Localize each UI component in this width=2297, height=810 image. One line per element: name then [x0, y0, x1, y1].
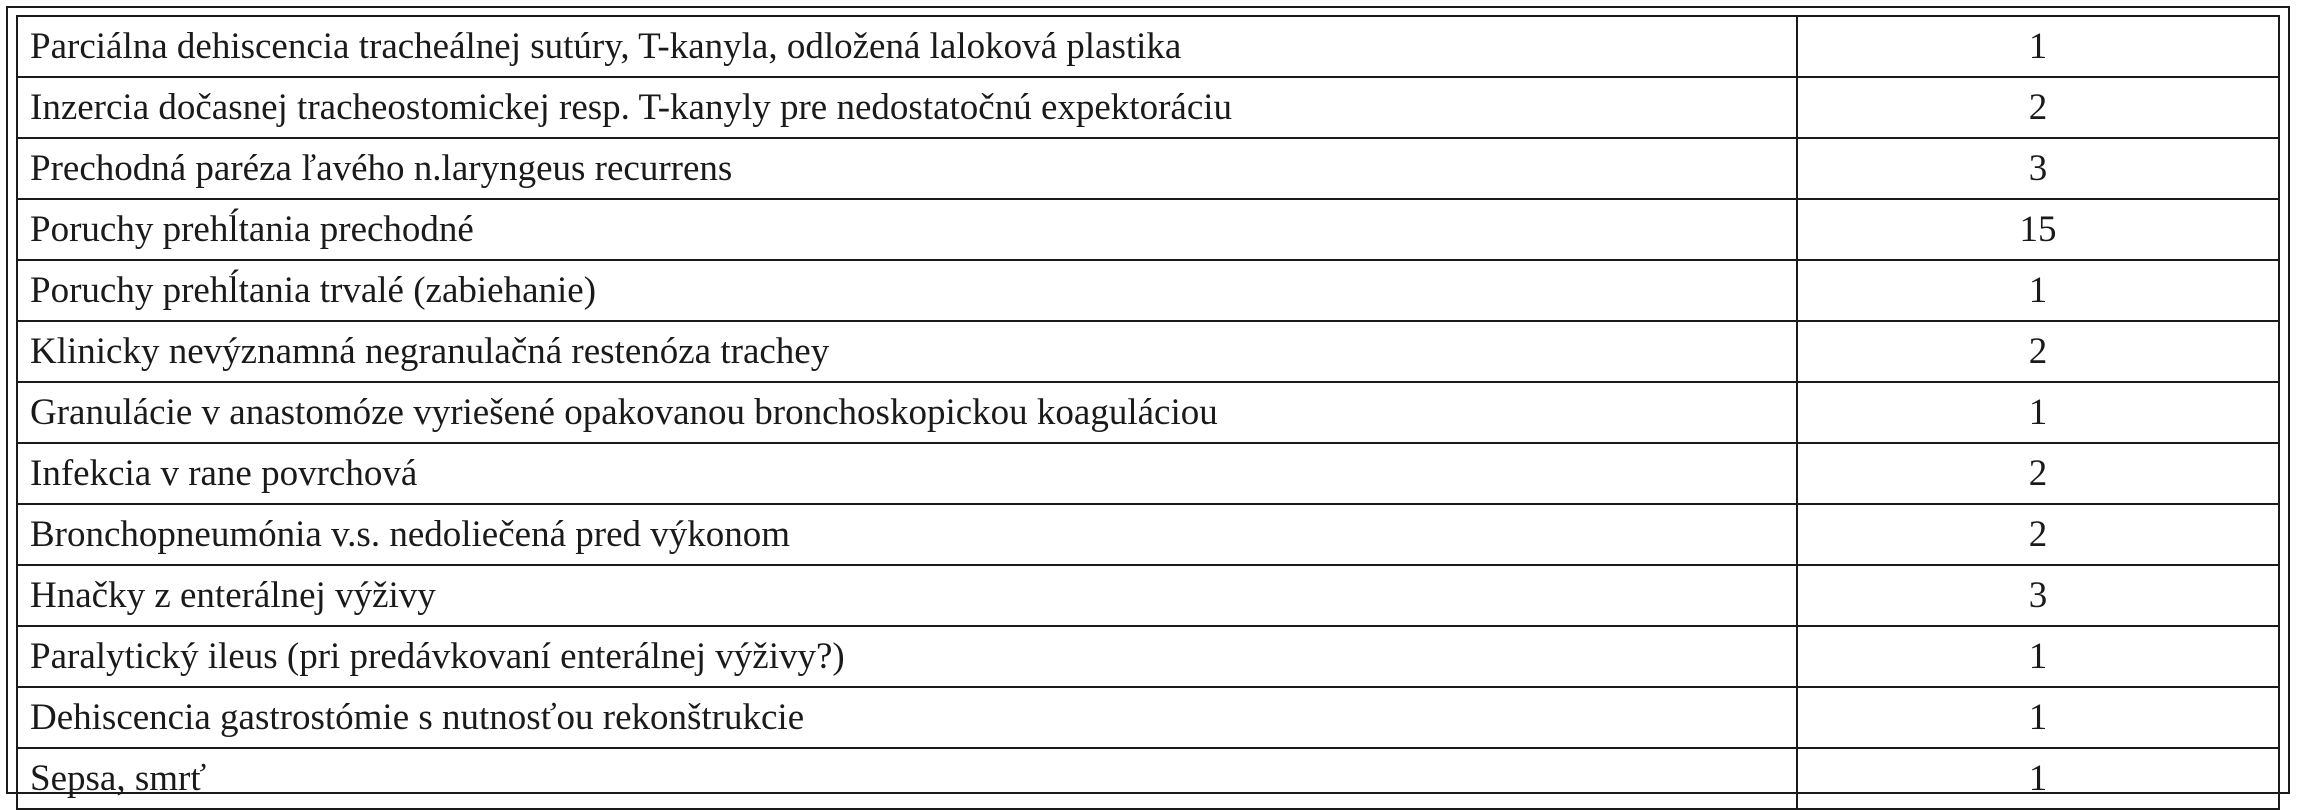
complication-count: 3: [1797, 138, 2279, 199]
table-row: [17, 77, 2279, 138]
complication-count: 1: [1797, 748, 2279, 809]
table-row: [17, 687, 2279, 748]
table-row: [17, 382, 2279, 443]
table-frame: [6, 6, 2290, 799]
complication-count: 2: [1797, 77, 2279, 138]
complication-label: Klinicky nevýznamná negranulačná restenóza trachey: [17, 321, 1797, 382]
complications-table: [16, 15, 2280, 810]
complication-label: Parciálna dehiscencia tracheálnej sutúry, T-kanyla, odložená laloková plastika: [17, 16, 1797, 77]
complication-count: 3: [1797, 565, 2279, 626]
complication-count: 1: [1797, 260, 2279, 321]
complication-label: Poruchy prehĺtania prechodné: [17, 199, 1797, 260]
complication-count: 2: [1797, 321, 2279, 382]
complication-label: Dehiscencia gastrostómie s nutnosťou rekonštrukcie: [17, 687, 1797, 748]
complication-count: 1: [1797, 687, 2279, 748]
complication-label: Inzercia dočasnej tracheostomickej resp. T-kanyly pre nedostatočnú expektoráciu: [17, 77, 1797, 138]
complication-label: Infekcia v rane povrchová: [17, 443, 1797, 504]
table-row: [17, 565, 2279, 626]
table-row: [17, 16, 2279, 77]
complication-count: 2: [1797, 443, 2279, 504]
complication-count: 1: [1797, 16, 2279, 77]
complication-count: 1: [1797, 382, 2279, 443]
complication-label: Bronchopneumónia v.s. nedoliečená pred výkonom: [17, 504, 1797, 565]
complication-count: 2: [1797, 504, 2279, 565]
complication-count: 15: [1797, 199, 2279, 260]
table-row: [17, 443, 2279, 504]
complication-label: Hnačky z enterálnej výživy: [17, 565, 1797, 626]
complication-label: Granulácie v anastomóze vyriešené opakovanou bronchoskopickou koaguláciou: [17, 382, 1797, 443]
table-row: [17, 626, 2279, 687]
complication-label: Poruchy prehĺtania trvalé (zabiehanie): [17, 260, 1797, 321]
complication-label: Paralytický ileus (pri predávkovaní enterálnej výživy?): [17, 626, 1797, 687]
table-row: [17, 260, 2279, 321]
table-row: [17, 504, 2279, 565]
table-row: [17, 199, 2279, 260]
complication-count: 1: [1797, 626, 2279, 687]
complication-label: Prechodná paréza ľavého n.laryngeus recurrens: [17, 138, 1797, 199]
table-row: [17, 138, 2279, 199]
table-row: [17, 321, 2279, 382]
complication-label: Sepsa, smrť: [17, 748, 1797, 809]
